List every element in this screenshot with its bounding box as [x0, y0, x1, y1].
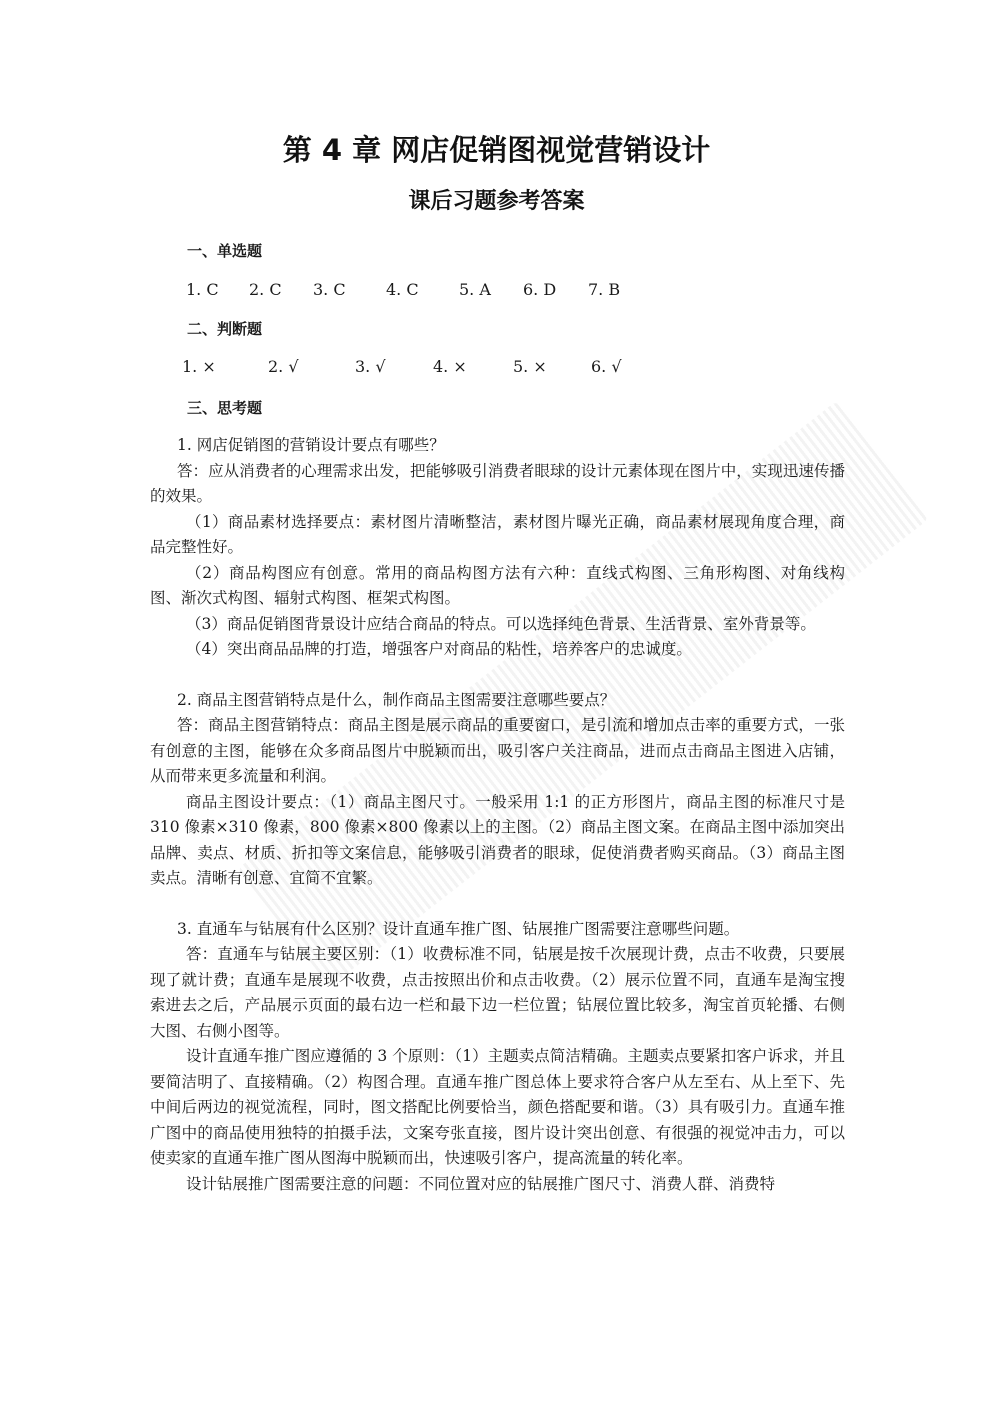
page-subtitle: 课后习题参考答案 [408, 189, 585, 214]
answer-3-principles: 设计直通车推广图应遵循的 3 个原则：（1）主题卖点简洁精确。主题卖点要紧扣客户诉求，并且要简洁明了、直接精确。（2）构图合理。直通车推广图总体上要求符合客户从左至右、从上至下、先中间后两边的视觉流程，同时，图文搭配比例要恰当，颜色搭配要和谐。（3）具有吸引力。直通车推广图中的商品使用独特的拍摄手法，文案夸张直接，图片设计突出创意、有很强的视觉冲击力，可以使卖家的直通车推广图从图海中脱颖而出，快速吸引客户，提高流量的转化率。 [150, 1047, 845, 1167]
answer-item: 5. × [513, 357, 547, 376]
chapter-title: 第 4 章 网店促销图视觉营销设计 [282, 133, 711, 167]
answer-item: 6. D [523, 280, 557, 299]
answer-item: 7. B [588, 280, 621, 299]
answer-item: 4. C [386, 280, 419, 299]
answer-item: 5. A [459, 280, 491, 299]
answer-item: 3. C [313, 280, 346, 299]
answer-1-point: （4）突出商品品牌的打造，增强客户对商品的粘性，培养客户的忠诚度。 [186, 640, 692, 658]
answer-2-design: 商品主图设计要点：（1）商品主图尺寸。一般采用 1:1 的正方形图片，商品主图的标准尺寸是 310 像素×310 像素，800 像素×800 像素以上的主图。（2）商品主图文案。在商品主图中添加突出品牌、卖点、材质、折扣等文案信息，能够吸引消费者的眼球，促使消费者购买商品。（3）商品主图卖点。清晰有创意、宜简不宜繁。 [150, 792, 845, 887]
section-heading-single-choice: 一、单选题 [187, 242, 263, 260]
answer-item: 3. √ [355, 357, 386, 376]
question-2: 2. 商品主图营销特点是什么，制作商品主图需要注意哪些要点？ [177, 690, 616, 709]
answer-item: 2. √ [268, 357, 299, 376]
answer-item: 1. C [186, 280, 219, 299]
answer-1-point: （2）商品构图应有创意。常用的商品构图方法有六种：直线式构图、三角形构图、对角线构图、渐次式构图、辐射式构图、框架式构图。 [150, 563, 845, 607]
answer-3: 答：直通车与钻展主要区别：（1）收费标准不同，钻展是按千次展现计费，点击不收费，只要展现了就计费；直通车是展现不收费，点击按照出价和点击收费。（2）展示位置不同，直通车是淘宝搜索进去之后，产品展示页面的最右边一栏和最下边一栏位置；钻展位置比较多，淘宝首页轮播、右侧大图、右侧小图等。 [150, 945, 845, 1040]
answer-item: 6. √ [591, 357, 622, 376]
answer-item: 1. × [182, 357, 216, 376]
question-1: 1. 网店促销图的营销设计要点有哪些？ [177, 436, 445, 454]
question-3: 3. 直通车与钻展有什么区别？设计直通车推广图、钻展推广图需要注意哪些问题。 [177, 919, 740, 938]
answer-1-point: （1）商品素材选择要点：素材图片清晰整洁，素材图片曝光正确，商品素材展现角度合理，商品完整性好。 [150, 512, 845, 556]
answer-3-zuanzhan: 设计钻展推广图需要注意的问题：不同位置对应的钻展推广图尺寸、消费人群、消费特 [186, 1174, 776, 1193]
answer-1: 答：应从消费者的心理需求出发，把能够吸引消费者眼球的设计元素体现在图片中，实现迅速传播的效果。 [150, 461, 845, 505]
section-heading-discussion: 三、思考题 [187, 399, 263, 417]
answer-1-point: （3）商品促销图背景设计应结合商品的特点。可以选择纯色背景、生活背景、室外背景等。 [186, 614, 816, 633]
discussion-body [150, 433, 845, 1197]
answer-2: 答：商品主图营销特点：商品主图是展示商品的重要窗口，是引流和增加点击率的重要方式，一张有创意的主图，能够在众多商品图片中脱颖而出，吸引客户关注商品，进而点击商品主图进入店铺，从而带来更多流量和利润。 [150, 716, 845, 785]
answer-item: 4. × [433, 357, 467, 376]
answer-item: 2. C [249, 280, 282, 299]
section-heading-true-false: 二、判断题 [187, 320, 263, 338]
